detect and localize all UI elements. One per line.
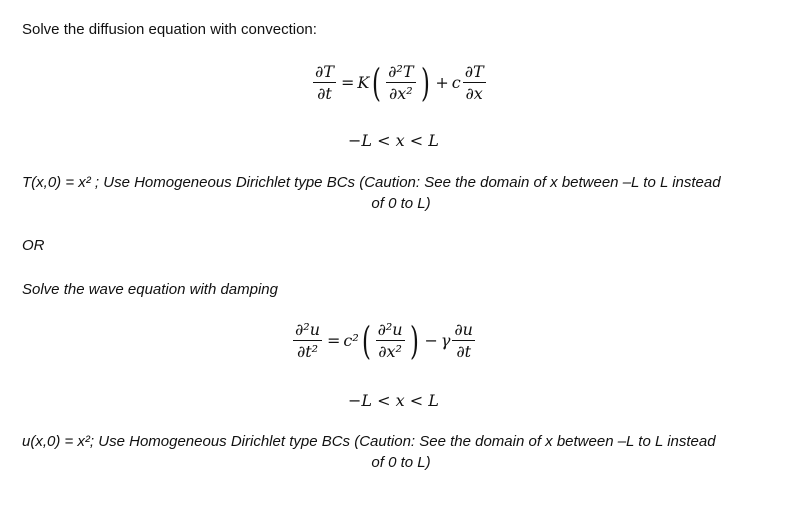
rhs-fraction — [463, 62, 486, 103]
lhs-fraction — [293, 320, 322, 361]
mid-fraction — [386, 62, 415, 103]
diffusion-equation — [311, 62, 488, 103]
mid-denominator: ∂x² — [388, 84, 413, 103]
wave-condition-line2: of 0 to L) — [371, 454, 431, 471]
lhs-fraction — [313, 62, 336, 103]
or-separator: OR — [22, 237, 45, 254]
wave-domain: −L < x < L — [348, 391, 439, 410]
lhs-denominator: ∂t — [317, 84, 332, 103]
mid-fraction — [376, 320, 405, 361]
wave-intro: Solve the wave equation with damping — [22, 281, 278, 298]
lhs-denominator: ∂t² — [296, 342, 319, 361]
minus-sign: − — [424, 331, 438, 350]
rhs-fraction — [452, 320, 475, 361]
right-paren: ) — [420, 60, 430, 105]
diffusion-domain: −L < x < L — [348, 131, 439, 150]
wave-condition-line1: u(x,0) = x²; Use Homogeneous Dirichlet type BCs (Caution: See the domain of x between –L to L instead — [22, 433, 716, 450]
diffusion-intro: Solve the diffusion equation with convection: — [22, 21, 317, 38]
diffusion-condition-line1: T(x,0) = x² ; Use Homogeneous Dirichlet type BCs (Caution: See the domain of x between –L to L instead — [22, 174, 721, 191]
coefficient-k: K — [357, 73, 370, 92]
lhs-numerator: ∂T — [315, 62, 334, 81]
coefficient-c-squared: c² — [343, 331, 359, 350]
wave-equation — [291, 320, 477, 361]
coefficient-gamma: γ — [440, 331, 451, 350]
plus-sign: + — [435, 73, 449, 92]
left-paren: ( — [361, 318, 371, 363]
rhs-numerator: ∂u — [454, 320, 473, 339]
lhs-numerator: ∂²u — [295, 320, 320, 339]
equals-sign: = — [340, 73, 355, 92]
diffusion-condition-line2: of 0 to L) — [371, 195, 431, 212]
rhs-numerator: ∂T — [464, 62, 484, 81]
left-paren: ( — [372, 60, 382, 105]
mid-numerator: ∂²T — [388, 62, 414, 81]
rhs-denominator: ∂x — [465, 84, 483, 103]
mid-numerator: ∂²u — [377, 320, 403, 339]
rhs-denominator: ∂t — [456, 342, 472, 361]
right-paren: ) — [409, 318, 419, 363]
mid-denominator: ∂x² — [378, 342, 402, 361]
equals-sign: = — [327, 331, 341, 350]
coefficient-c: c — [451, 73, 461, 92]
